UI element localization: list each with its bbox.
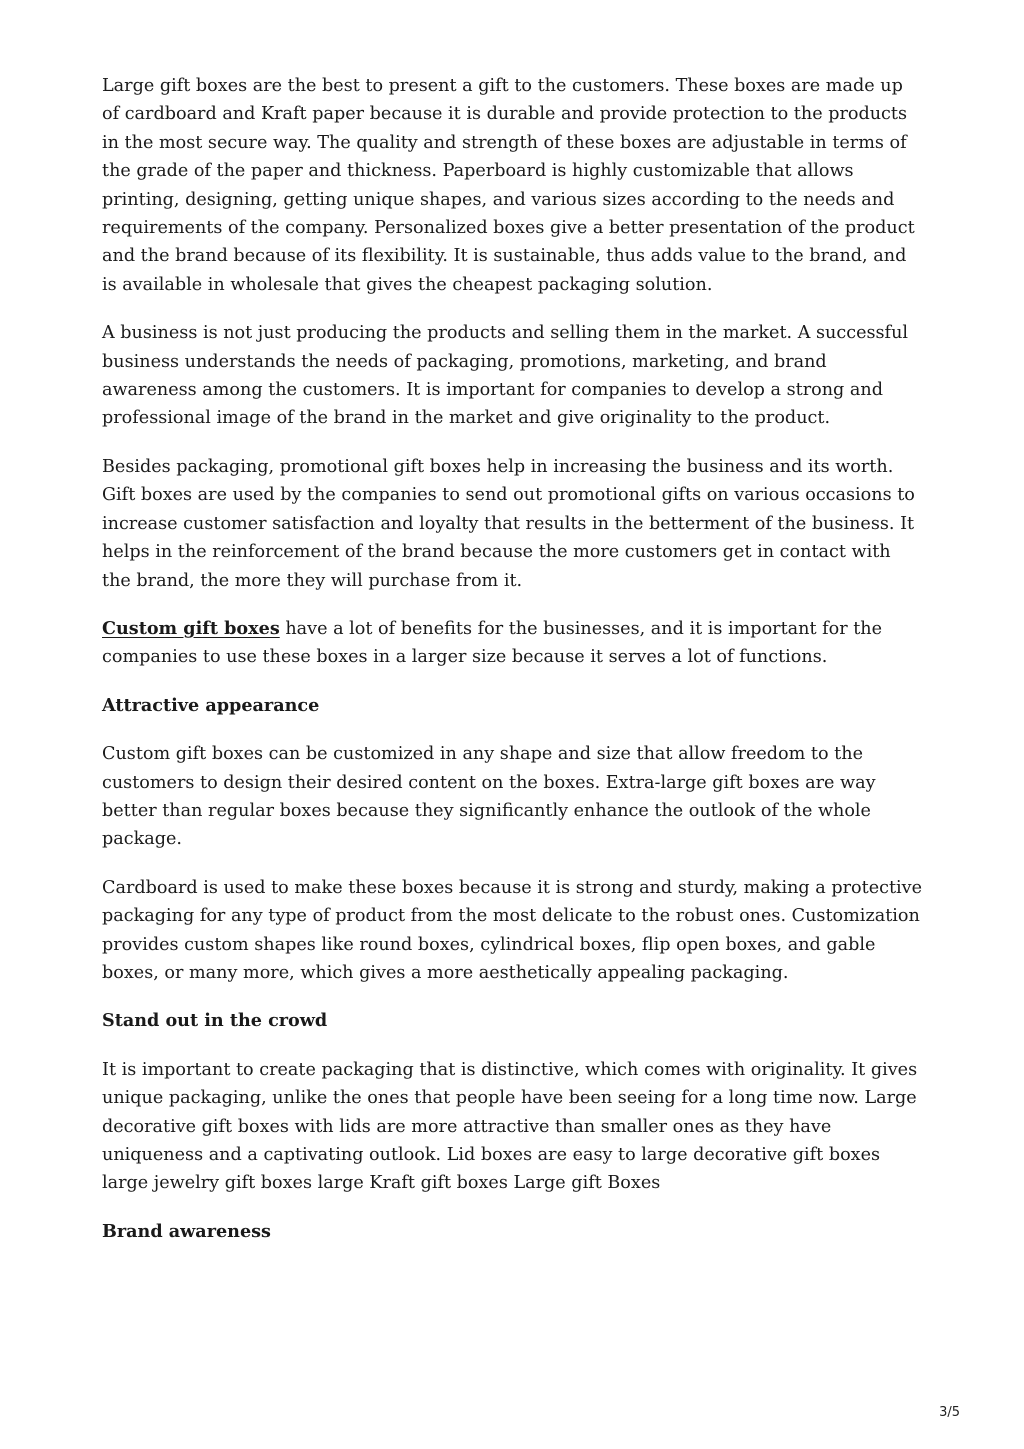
page-number: 3/5 bbox=[939, 1405, 960, 1420]
paragraph-3: Besides packaging, promotional gift boxes help in increasing the business and its worth. Gift boxes are used by the companies to send out promotional gifts on various occasions to increase customer satisfaction and loyalty that results in the betterment of the business. It helps in the reinforcement of the brand because the more customers get in contact with the brand, the more they will purchase from it. bbox=[102, 456, 915, 591]
heading-attractive-appearance: Attractive appearance bbox=[102, 694, 320, 716]
paragraph-4-text: have a lot of benefits for the businesses, and it is important for the companies to use these boxes in a larger size because it serves a lot of functions. bbox=[102, 618, 883, 668]
paragraph-6: Cardboard is used to make these boxes because it is strong and sturdy, making a protective packaging for any type of product from the most delicate to the robust ones. Customization provides custom shapes like round boxes, cylindrical boxes, flip open boxes, and gable boxes, or many more, which gives a more aesthetically appealing packaging. bbox=[102, 877, 923, 983]
paragraph-1: Large gift boxes are the best to present a gift to the customers. These boxes are made up of cardboard and Kraft paper because it is durable and provide protection to the products in the most secure way. The quality and strength of these boxes are adjustable in terms of the grade of the paper and thickness. Paperboard is highly customizable that allows printing, designing, getting unique shapes, and various sizes according to the needs and requirements of the company. Personalized boxes give a better presentation of the product and the brand because of its flexibility. It is sustainable, thus adds value to the brand, and is available in wholesale that gives the cheapest packaging solution. bbox=[102, 76, 915, 295]
article-body bbox=[102, 72, 922, 1266]
paragraph-5: Custom gift boxes can be customized in any shape and size that allow freedom to the customers to design their desired content on the boxes. Extra-large gift boxes are way better than regular boxes because they significantly enhance the outlook of the whole package. bbox=[102, 744, 876, 850]
paragraph-2: A business is not just producing the products and selling them in the market. A successful business understands the needs of packaging, promotions, marketing, and brand awareness among the customers. It is important for companies to develop a strong and professional image of the brand in the market and give originality to the product. bbox=[102, 323, 909, 429]
custom-gift-boxes-link[interactable]: Custom gift boxes bbox=[102, 617, 280, 639]
paragraph-7: It is important to create packaging that is distinctive, which comes with originality. It gives unique packaging, unlike the ones that people have been seeing for a long time now. Large decorative gift boxes with lids are more attractive than smaller ones as they have uniqueness and a captivating outlook. Lid boxes are easy to large decorative gift boxes large jewelry gift boxes large Kraft gift boxes Large gift Boxes bbox=[102, 1059, 918, 1194]
heading-stand-out: Stand out in the crowd bbox=[102, 1010, 328, 1032]
heading-brand-awareness: Brand awareness bbox=[102, 1220, 271, 1242]
paragraph-4 bbox=[102, 615, 922, 672]
